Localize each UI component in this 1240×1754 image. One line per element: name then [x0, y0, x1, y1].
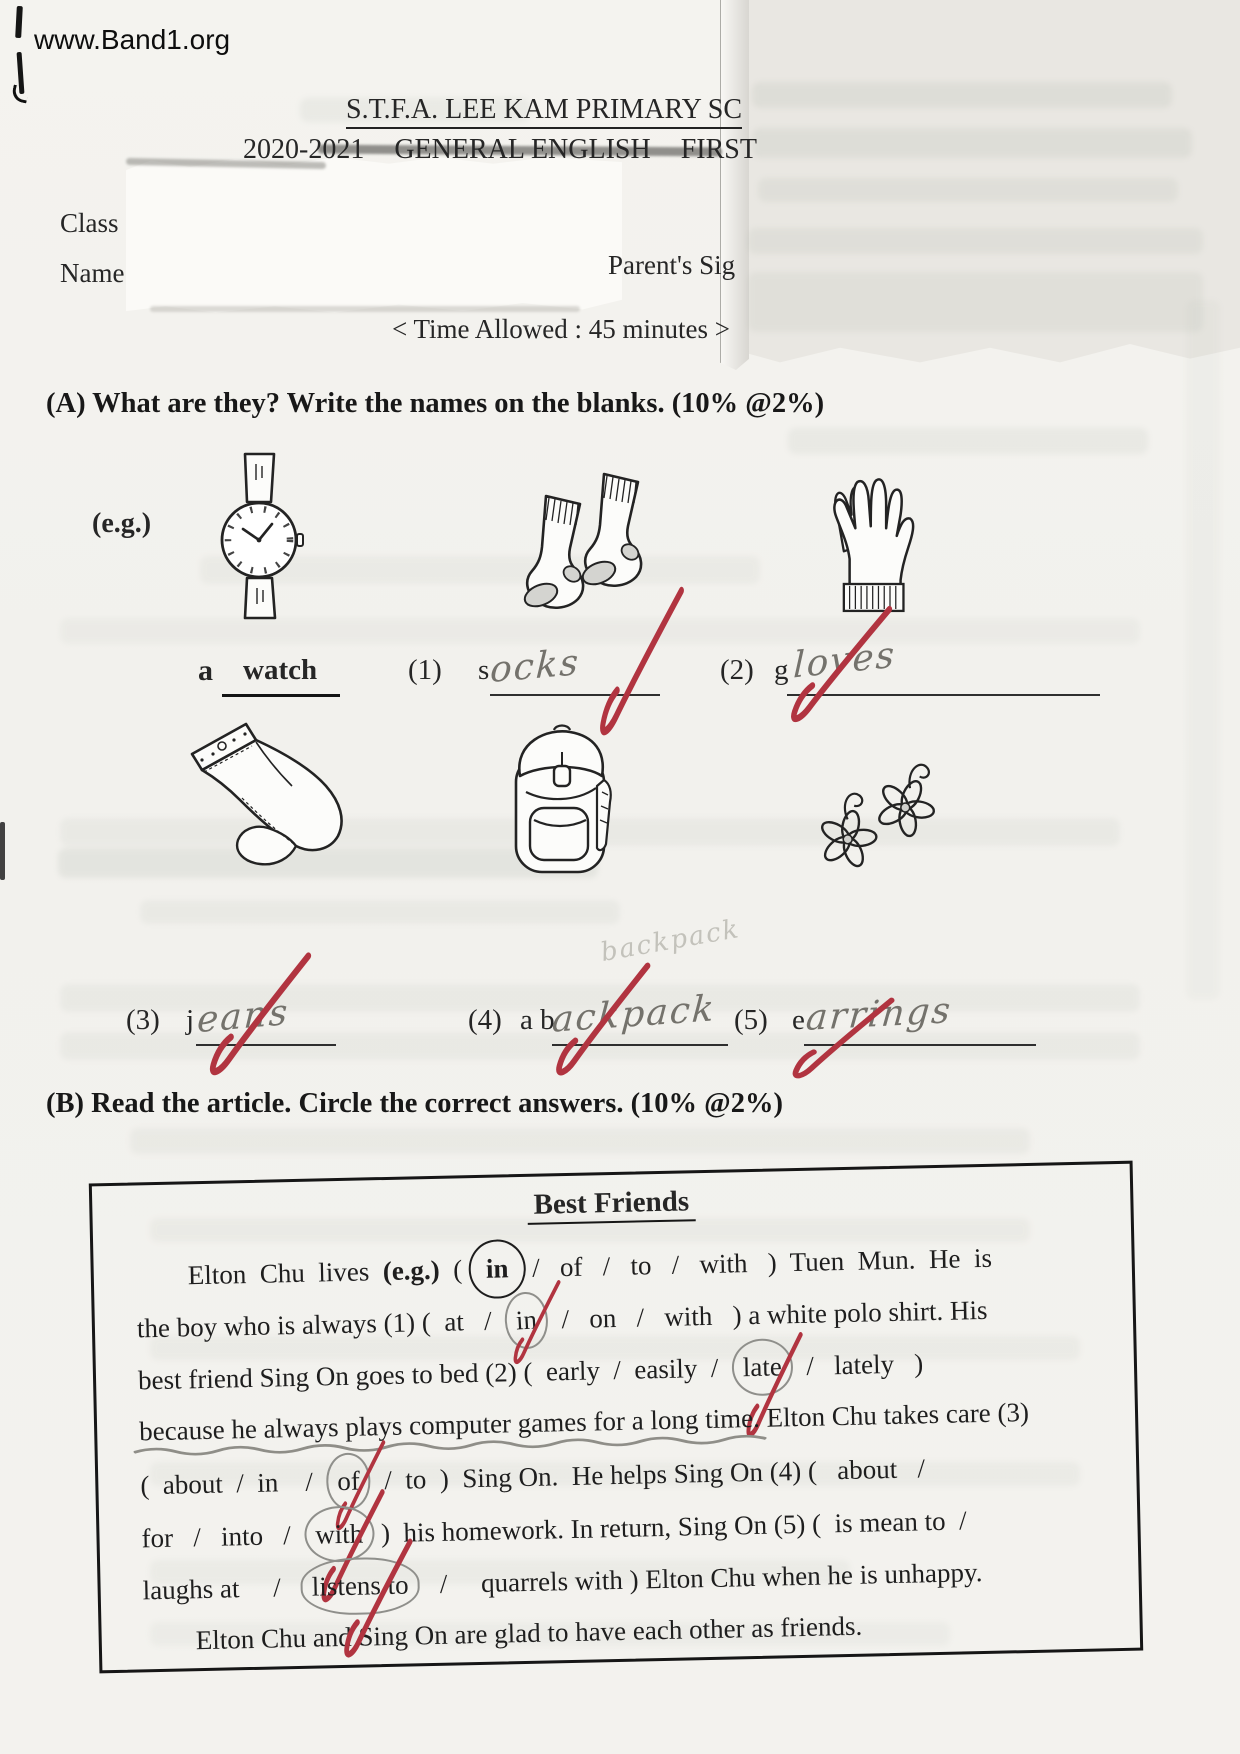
pencil-circled-answer: of [326, 1452, 372, 1509]
article-box [89, 1161, 1143, 1674]
red-check-mark [592, 581, 687, 748]
torn-paper-patch [126, 154, 622, 316]
article-line: for / into / with ) his homework. In return, Sing On (5) ( is mean to / [141, 1489, 1096, 1562]
printed-answer: watch [243, 654, 318, 686]
red-check-mark [782, 591, 897, 743]
edge-mark [0, 822, 5, 880]
red-check-mark [201, 940, 316, 1094]
handwritten-answer: ocks [489, 641, 582, 692]
staple-mark [15, 6, 23, 38]
time-allowed: < Time Allowed : 45 minutes > [392, 314, 730, 344]
item-number: (2) [720, 654, 754, 686]
bleedthrough-smudge [130, 1128, 1030, 1154]
item-number: (1) [408, 654, 442, 686]
exam-subject: GENERAL ENGLISH [394, 134, 651, 165]
school-name: S.T.F.A. LEE KAM PRIMARY SC [346, 94, 742, 129]
pencil-underlined-text: because he always plays computer games for a long time. [139, 1402, 760, 1446]
red-check-icon [782, 591, 897, 743]
handwritten-answer: loves [792, 634, 897, 687]
printed-prefix: e [792, 1004, 805, 1036]
article-line: laughs at / listens to / quarrels with ) Elton Chu when he is unhappy. [142, 1542, 1097, 1615]
handwritten-answer: eans [196, 991, 291, 1042]
exam-title-line [243, 134, 757, 166]
pencil-circled-answer: listens to [300, 1556, 420, 1615]
printed-prefix: s [478, 654, 490, 686]
watch-illustration [212, 452, 304, 620]
article-line: Elton Chu and Sing On are glad to have each other as friends. [195, 1610, 863, 1655]
bleedthrough-smudge [752, 82, 1172, 108]
pencil-circled-answer: in [503, 1290, 549, 1349]
watermark: www.Band1.org [34, 24, 231, 55]
bleedthrough-smudge [748, 272, 1203, 332]
item-number: (4) [468, 1004, 502, 1036]
printed-prefix: j [186, 1004, 195, 1036]
pencil-note: backpack [598, 913, 743, 969]
example-label: (e.g.) [92, 508, 152, 539]
printed-circle-answer: in [468, 1239, 526, 1299]
earrings-illustration [798, 748, 953, 883]
article-line: because he always plays computer games for a long time. Elton Chu takes care (3) [139, 1384, 1094, 1457]
name-label: Name [60, 258, 125, 288]
article-line: best friend Sing On goes to bed (2) ( early / easily / late / lately ) [137, 1332, 1092, 1405]
handwritten-answer: ackpack [550, 988, 718, 1041]
red-check-icon [592, 581, 687, 748]
section-a-heading: (A) What are they? Write the names on the blanks. (10% @2%) [46, 388, 825, 419]
article-line: Elton Chu lives (e.g.) ( in / of / to / with ) Tuen Mun. He is [135, 1227, 1090, 1300]
red-check-icon [783, 979, 899, 1101]
red-check-icon [548, 953, 655, 1090]
pencil-circled-answer: with [304, 1505, 375, 1563]
gloves-illustration [815, 448, 940, 620]
backpack-illustration [502, 722, 630, 880]
class-label: Class [60, 208, 119, 238]
handwritten-answer: arrings [804, 990, 954, 1039]
printed-prefix: g [774, 654, 789, 686]
article-line: ( about / in / of / to ) Sing On. He helps Sing On (4) ( about / [140, 1437, 1095, 1510]
parent-signature-label-clip [608, 250, 740, 286]
printed-prefix: a b [520, 1004, 555, 1036]
bleedthrough-smudge [752, 128, 1192, 158]
exam-year: 2020-2021 [243, 134, 365, 165]
bleedthrough-smudge [1186, 300, 1220, 1000]
red-check-mark [548, 953, 655, 1090]
parent-signature-label: Parent's Sig [608, 250, 736, 280]
article-line: the boy who is always (1) ( at / in / on / with ) a white polo shirt. His [136, 1279, 1091, 1352]
article-lines [135, 1227, 1098, 1668]
pen-hook-mark [11, 85, 30, 104]
jeans-illustration [182, 712, 354, 874]
exam-term: FIRST [680, 134, 757, 165]
bleedthrough-smudge [140, 900, 620, 924]
section-b-heading: (B) Read the article. Circle the correct answers. (10% @2%) [46, 1088, 783, 1119]
item-number: a [198, 654, 213, 687]
bleedthrough-smudge [748, 228, 1203, 254]
item-number: (3) [126, 1004, 160, 1036]
pencil-circled-answer: late [731, 1338, 793, 1396]
article-title: Best Friends [527, 1185, 695, 1225]
bleedthrough-smudge [758, 178, 1178, 202]
red-check-mark [783, 979, 899, 1101]
red-check-icon [201, 940, 316, 1094]
bold-text: (e.g.) [382, 1254, 441, 1287]
item-number: (5) [734, 1004, 768, 1036]
torn-edge-shadow [150, 306, 580, 312]
